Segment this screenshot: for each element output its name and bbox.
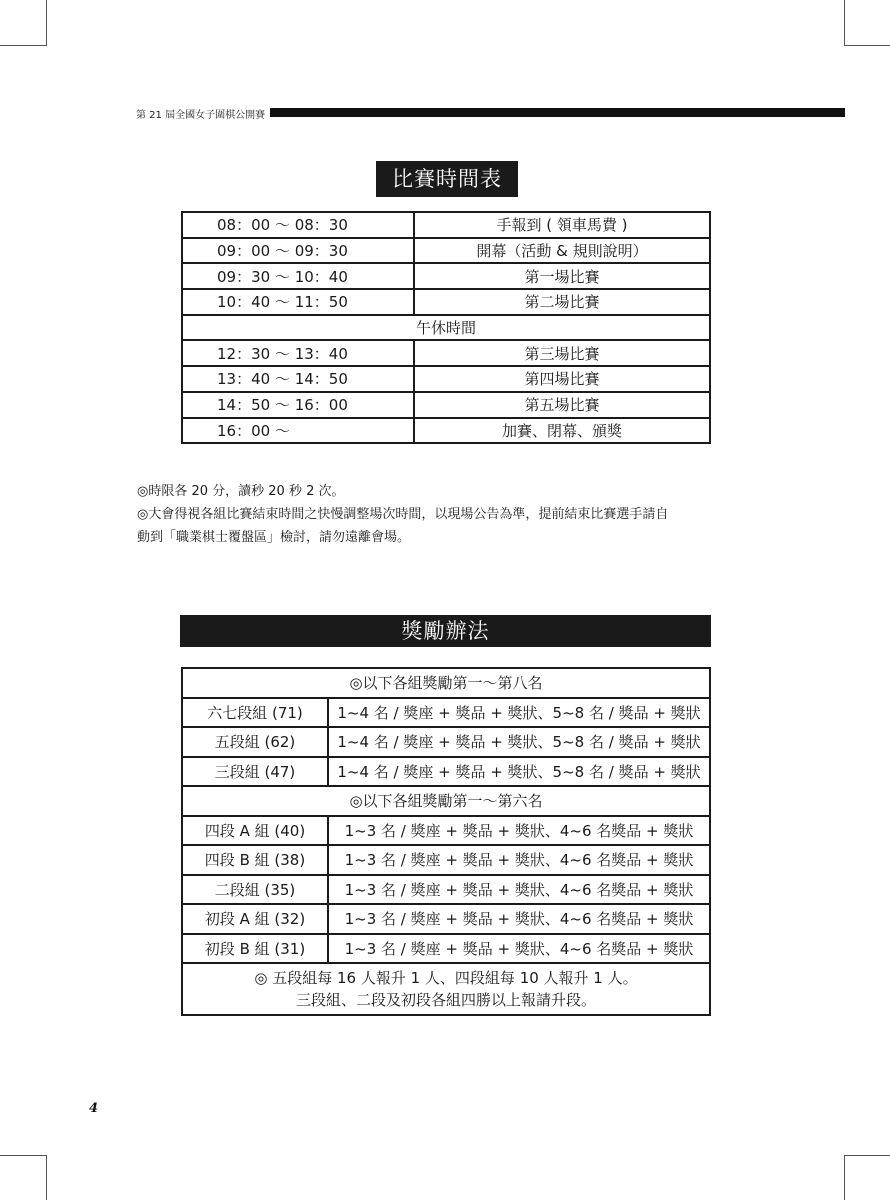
crop-mark — [844, 1155, 845, 1200]
time-cell: 12：30 ～ 13：40 — [182, 340, 414, 366]
group-cell: 六七段組 (71) — [182, 698, 328, 728]
award-desc-cell: 1~4 名 / 獎座 + 獎品 + 獎狀、5~8 名 / 獎品 + 獎狀 — [328, 757, 710, 787]
award-desc-cell: 1~4 名 / 獎座 + 獎品 + 獎狀、5~8 名 / 獎品 + 獎狀 — [328, 727, 710, 757]
schedule-title: 比賽時間表 — [376, 161, 518, 197]
event-cell: 手報到 ( 領車馬費 ) — [414, 212, 710, 238]
note-schedule-adjust-cont: 動到「職業棋士覆盤區」檢討，請勿遠離會場。 — [137, 530, 411, 545]
group-cell: 五段組 (62) — [182, 727, 328, 757]
table-row — [182, 875, 710, 905]
crop-mark — [844, 1155, 890, 1156]
crop-mark — [0, 1155, 46, 1156]
lunch-break-cell: 午休時間 — [182, 315, 710, 341]
award-desc-cell: 1~3 名 / 獎座 + 獎品 + 獎狀、4~6 名獎品 + 獎狀 — [328, 845, 710, 875]
table-row — [182, 698, 710, 728]
running-header: 第 21 屆全國女子圍棋公開賽 — [136, 110, 266, 121]
event-cell: 第四場比賽 — [414, 366, 710, 392]
table-row — [182, 816, 710, 846]
time-cell: 16：00 ～ — [182, 418, 414, 444]
award-desc-cell: 1~3 名 / 獎座 + 獎品 + 獎狀、4~6 名獎品 + 獎狀 — [328, 816, 710, 846]
table-row — [182, 392, 710, 418]
table-row — [182, 263, 710, 289]
time-cell: 10：40 ～ 11：50 — [182, 289, 414, 315]
header-rule — [270, 108, 845, 117]
event-cell: 第五場比賽 — [414, 392, 710, 418]
promotion-note-line: 三段組、二段及初段各組四勝以上報請升段。 — [295, 991, 596, 1009]
section-heading: ◎以下各組獎勵第一～第六名 — [182, 786, 710, 816]
crop-mark — [46, 0, 47, 46]
table-row — [182, 289, 710, 315]
promotion-note-line: ◎ 五段組每 16 人報升 1 人、四段組每 10 人報升 1 人。 — [254, 969, 638, 987]
time-cell: 08：00 ～ 08：30 — [182, 212, 414, 238]
table-row — [182, 845, 710, 875]
note-time-limit: ◎時限各 20 分，讀秒 20 秒 2 次。 — [137, 484, 345, 499]
crop-mark — [0, 45, 46, 46]
table-row — [182, 212, 710, 238]
table-row — [182, 757, 710, 787]
table-row — [182, 727, 710, 757]
crop-mark — [844, 0, 845, 46]
group-cell: 二段組 (35) — [182, 875, 328, 905]
time-cell: 13：40 ～ 14：50 — [182, 366, 414, 392]
table-row — [182, 340, 710, 366]
event-cell: 第二場比賽 — [414, 289, 710, 315]
event-cell: 第三場比賽 — [414, 340, 710, 366]
award-desc-cell: 1~3 名 / 獎座 + 獎品 + 獎狀、4~6 名獎品 + 獎狀 — [328, 875, 710, 905]
award-desc-cell: 1~3 名 / 獎座 + 獎品 + 獎狀、4~6 名獎品 + 獎狀 — [328, 904, 710, 934]
note-schedule-adjust: ◎大會得視各組比賽結束時間之快慢調整場次時間，以現場公告為準，提前結束比賽選手請自 — [137, 507, 669, 522]
table-row — [182, 366, 710, 392]
page-number: 4 — [89, 1101, 99, 1116]
award-desc-cell: 1~3 名 / 獎座 + 獎品 + 獎狀、4~6 名獎品 + 獎狀 — [328, 934, 710, 964]
crop-mark — [46, 1155, 47, 1200]
promotion-note-cell — [182, 963, 710, 1015]
time-cell: 09：00 ～ 09：30 — [182, 238, 414, 264]
schedule-notes — [137, 480, 777, 549]
awards-title: 獎勵辦法 — [180, 615, 711, 647]
event-cell: 第一場比賽 — [414, 263, 710, 289]
event-cell: 開幕（活動 & 規則說明） — [414, 238, 710, 264]
table-row — [182, 786, 710, 816]
award-desc-cell: 1~4 名 / 獎座 + 獎品 + 獎狀、5~8 名 / 獎品 + 獎狀 — [328, 698, 710, 728]
group-cell: 初段 B 組 (31) — [182, 934, 328, 964]
table-row — [182, 904, 710, 934]
schedule-table — [181, 211, 711, 444]
crop-mark — [844, 45, 890, 46]
section-heading: ◎以下各組獎勵第一～第八名 — [182, 668, 710, 698]
time-cell: 09：30 ～ 10：40 — [182, 263, 414, 289]
table-row — [182, 934, 710, 964]
group-cell: 四段 A 組 (40) — [182, 816, 328, 846]
event-cell: 加賽、閉幕、頒獎 — [414, 418, 710, 444]
table-row — [182, 418, 710, 444]
group-cell: 四段 B 組 (38) — [182, 845, 328, 875]
table-row — [182, 315, 710, 341]
table-row — [182, 668, 710, 698]
table-row — [182, 963, 710, 1015]
group-cell: 初段 A 組 (32) — [182, 904, 328, 934]
group-cell: 三段組 (47) — [182, 757, 328, 787]
awards-table — [181, 667, 711, 1016]
table-row — [182, 238, 710, 264]
time-cell: 14：50 ～ 16：00 — [182, 392, 414, 418]
